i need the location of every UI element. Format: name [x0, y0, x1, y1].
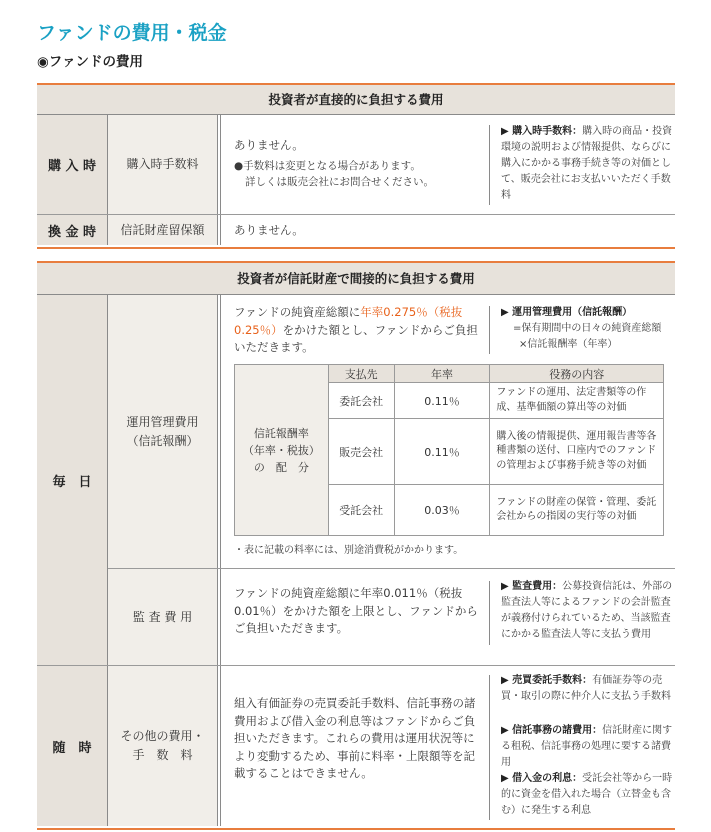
audit-fee-note: ▶ 監査費用：公募投資信託は、外部の監査法人等によるファンドの会計監査が義務付けられているため、当該監査にかかる監査法人等に支払う費用: [501, 581, 673, 640]
other-fee-item-cell: その他の費用・ 手 数 料: [108, 666, 217, 826]
purchase-content: ありません。: [234, 138, 304, 152]
audit-fee-item-cell: 監 査 費 用: [108, 569, 217, 665]
col-header-service: 役務の内容: [490, 365, 664, 383]
brokerage-fee-note: ▶ 売買委託手数料：有価証券等の売買・取引の際に仲介人に支払う手数料: [501, 675, 671, 702]
table-row: 受託会社 0.03％ ファンドの財産の保管・管理、委託会社からの指図の実行等の対価: [235, 485, 664, 536]
allocation-footnote: ・表に記載の料率には、別途消費税がかかります。: [234, 545, 464, 556]
other-fee-text: 組入有価証券の売買委託手数料、信託事務の諸費用および借入金の利息等はファンドからご負担いただきます。これらの費用は運用状況等により変動するため、事前に料率・上限額等を記載することはできません。: [234, 696, 476, 780]
indirect-cost-table: [37, 261, 675, 830]
redemption-item-cell: 信託財産留保額: [108, 215, 217, 245]
loan-interest-note: ▶ 借入金の利息：受託会社等から一時的に資金を借入れた場合（立替金も含む）に発生する利息: [501, 773, 673, 816]
purchase-timing-cell: 購 入 時: [37, 115, 107, 214]
col-header-rate: 年率: [394, 365, 490, 383]
direct-cost-header: 投資者が直接的に負担する費用: [37, 85, 675, 115]
mgmt-fee-item-cell: 運用管理費用 （信託報酬）: [108, 295, 217, 568]
page-title: ファンドの費用・税金: [37, 22, 227, 44]
purchase-bullet-1: ●手数料は変更となる場合があります。: [234, 160, 421, 172]
trust-admin-fee-note: ▶ 信託事務の諸費用：信託財産に関する租税、信託事務の処理に要する諸費用: [501, 725, 673, 768]
mgmt-fee-note: ▶ 運用管理費用（信託報酬） =保有期間中の日々の純資産総額 ×信託報酬率（年率）: [501, 307, 662, 350]
mgmt-fee-text: ファンドの純資産総額に年率0.275％（税抜0.25％）をかけた額とし、ファンドからご負担いただきます。: [234, 305, 478, 354]
allocation-group-label: 信託報酬率 （年率・税抜） の 配 分: [235, 365, 329, 536]
redemption-timing-cell: 換 金 時: [37, 215, 107, 245]
fee-allocation-table: [234, 364, 664, 536]
table-row: 販売会社 0.11％ 購入後の情報提供、運用報告書等各種書類の送付、口座内でのファンドの管理および事務手続き等の対価: [235, 419, 664, 485]
purchase-item-cell: 購入時手数料: [108, 115, 217, 214]
audit-fee-text: ファンドの純資産総額に年率0.011％（税抜0.01％）をかけた額を上限とし、ファンドからご負担いただきます。: [234, 586, 478, 635]
mgmt-fee-rate: 年率0.275％（税抜0.25％）: [234, 305, 463, 337]
purchase-fee-note: ▶ 購入時手数料：購入時の商品・投資環境の説明および情報提供、ならびに購入にかかる事務手続き等の対価として、販売会社にお支払いいただく手数料: [501, 126, 673, 201]
direct-cost-table: [37, 83, 675, 249]
section-subtitle: ◉ファンドの費用: [37, 54, 144, 70]
anytime-timing-cell: 随 時: [37, 666, 107, 826]
redemption-content: ありません。: [234, 223, 304, 237]
indirect-cost-header: 投資者が信託財産で間接的に負担する費用: [37, 263, 675, 295]
table-row: 委託会社 0.11％ ファンドの運用、法定書類等の作成、基準価額の算出等の対価: [235, 383, 664, 419]
daily-timing-cell: 毎 日: [37, 295, 107, 665]
col-header-payee: 支払先: [328, 365, 394, 383]
purchase-bullet-2: 詳しくは販売会社にお問合せください。: [245, 176, 434, 188]
